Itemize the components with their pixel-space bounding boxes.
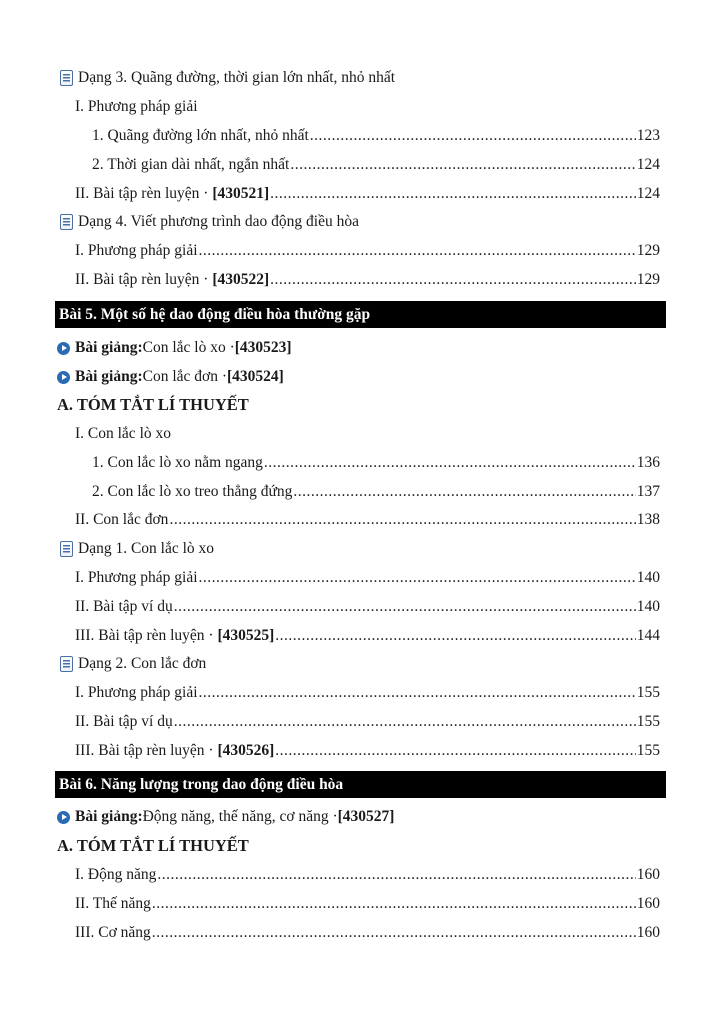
leader-dots xyxy=(310,125,636,147)
toc-item1-label: 1. Quãng đường lớn nhất, nhỏ nhất xyxy=(92,127,309,144)
toc-clx2[interactable] xyxy=(92,481,660,503)
toc-bt-ren-luyen[interactable] xyxy=(75,183,660,205)
toc-dn-page: 160 xyxy=(636,866,660,883)
toc-pp-giai2-page: 129 xyxy=(636,242,660,259)
toc-tn-label: II. Thế năng xyxy=(75,895,151,912)
toc-dang3[interactable] xyxy=(60,67,395,89)
toc-d2-rl[interactable] xyxy=(75,740,660,762)
play-icon xyxy=(57,811,70,824)
toc-pp-giai2[interactable] xyxy=(75,240,660,262)
toc-dong-nang[interactable] xyxy=(75,864,660,886)
toc-cn-label: III. Cơ năng xyxy=(75,924,151,941)
toc-dang1[interactable] xyxy=(60,538,214,560)
leader-dots xyxy=(275,625,635,647)
leader-dots xyxy=(152,893,636,915)
leader-dots xyxy=(152,922,636,944)
toc-con-lac-lo-xo[interactable] xyxy=(75,423,171,445)
lecture-text: Động năng, thế năng, cơ năng · xyxy=(142,808,338,825)
play-icon xyxy=(57,342,70,355)
lecture-link-con-lac-don[interactable] xyxy=(57,366,284,388)
toc-bt-ren-luyen2-label xyxy=(75,269,269,291)
toc-d2-vd[interactable] xyxy=(75,711,660,733)
toc-the-nang[interactable] xyxy=(75,893,660,915)
toc-dang4-label: Dạng 4. Viết phương trình dao động điều hòa xyxy=(78,213,359,230)
toc-d1-pp[interactable] xyxy=(75,567,660,589)
toc-dang2-label: Dạng 2. Con lắc đơn xyxy=(78,655,207,672)
toc-d1-vd-page: 140 xyxy=(636,598,660,615)
toc-d1-pp-page: 140 xyxy=(636,569,660,586)
document-icon xyxy=(60,70,73,86)
lecture-link-con-lac-lo-xo[interactable] xyxy=(57,337,292,359)
toc-d2-rl-label xyxy=(75,740,274,762)
toc-item1-page: 123 xyxy=(636,127,660,144)
exercise-code: [430526] xyxy=(217,742,275,759)
lecture-text: Con lắc lò xo · xyxy=(142,339,235,356)
toc-d2-vd-label: II. Bài tập ví dụ xyxy=(75,713,173,730)
toc-dang4[interactable] xyxy=(60,211,359,233)
lecture-text: Con lắc đơn · xyxy=(142,368,227,385)
toc-dang2[interactable] xyxy=(60,653,206,675)
toc-dang1-label: Dạng 1. Con lắc lò xo xyxy=(78,540,215,557)
section-banner-bai6[interactable]: Bài 6. Năng lượng trong dao động điều hòa xyxy=(55,771,666,798)
toc-bt-ren-luyen-label xyxy=(75,183,269,205)
toc-clx2-label: 2. Con lắc lò xo treo thẳng đứng xyxy=(92,483,293,500)
section-banner-bai5[interactable]: Bài 5. Một số hệ dao động điều hòa thường gặp xyxy=(55,301,666,328)
toc-d1-vd-label: II. Bài tập ví dụ xyxy=(75,598,173,615)
toc-tn-page: 160 xyxy=(636,895,660,912)
document-icon xyxy=(60,541,73,557)
leader-dots xyxy=(199,682,636,704)
toc-cld-page: 138 xyxy=(636,511,660,528)
toc-d2-vd-page: 155 xyxy=(636,713,660,730)
toc-d2-rl-page: 155 xyxy=(636,742,660,759)
document-icon xyxy=(60,214,73,230)
toc-con-lac-don[interactable] xyxy=(75,509,660,531)
exercise-code: [430521] xyxy=(212,185,270,202)
leader-dots xyxy=(174,596,636,618)
lecture-code: [430527] xyxy=(337,808,395,825)
toc-d1-rl-page: 144 xyxy=(636,627,660,644)
toc-d2-pp-label: I. Phương pháp giải xyxy=(75,684,198,701)
lecture-link-nang-luong[interactable] xyxy=(57,806,394,828)
leader-dots xyxy=(199,567,636,589)
toc-d1-pp-label: I. Phương pháp giải xyxy=(75,569,198,586)
toc-item2[interactable] xyxy=(92,154,660,176)
document-icon xyxy=(60,656,73,672)
toc-d2-rl-text: III. Bài tập rèn luyện · xyxy=(75,742,218,759)
leader-dots xyxy=(270,183,636,205)
toc-dang3-label: Dạng 3. Quãng đường, thời gian lớn nhất, nhỏ nhất xyxy=(78,69,396,86)
leader-dots xyxy=(157,864,635,886)
toc-d2-pp-page: 155 xyxy=(636,684,660,701)
lecture-code: [430523] xyxy=(234,339,292,356)
toc-clx1[interactable] xyxy=(92,452,660,474)
toc-pp-giai-label: I. Phương pháp giải xyxy=(75,98,198,115)
exercise-code: [430522] xyxy=(212,271,270,288)
leader-dots xyxy=(169,509,635,531)
toc-clx-label: I. Con lắc lò xo xyxy=(75,425,171,442)
toc-bt2-page: 129 xyxy=(636,271,660,288)
lecture-code: [430524] xyxy=(227,368,284,385)
toc-bt-page: 124 xyxy=(636,185,660,202)
heading-tom-tat-li-thuyet: A. TÓM TẮT LÍ THUYẾT xyxy=(57,395,249,414)
exercise-code: [430525] xyxy=(217,627,275,644)
toc-item2-label: 2. Thời gian dài nhất, ngắn nhất xyxy=(92,156,290,173)
toc-item1[interactable] xyxy=(92,125,660,147)
leader-dots xyxy=(293,481,635,503)
lecture-prefix: Bài giảng: xyxy=(75,339,143,356)
leader-dots xyxy=(290,154,635,176)
toc-bt2-text: II. Bài tập rèn luyện · xyxy=(75,271,213,288)
toc-bt-ren-luyen2[interactable] xyxy=(75,269,660,291)
toc-cld-label: II. Con lắc đơn xyxy=(75,511,169,528)
heading-tom-tat-li-thuyet-6: A. TÓM TẮT LÍ THUYẾT xyxy=(57,836,249,855)
toc-clx1-label: 1. Con lắc lò xo nằm ngang xyxy=(92,454,263,471)
toc-co-nang[interactable] xyxy=(75,922,660,944)
lecture-prefix: Bài giảng: xyxy=(75,368,143,385)
toc-d2-pp[interactable] xyxy=(75,682,660,704)
toc-item2-page: 124 xyxy=(636,156,660,173)
toc-dn-label: I. Động năng xyxy=(75,866,157,883)
leader-dots xyxy=(264,452,636,474)
toc-pp-giai[interactable] xyxy=(75,96,198,118)
toc-bt-text: II. Bài tập rèn luyện · xyxy=(75,185,213,202)
play-icon xyxy=(57,371,70,384)
toc-cn-page: 160 xyxy=(636,924,660,941)
leader-dots xyxy=(199,240,636,262)
toc-d1-rl[interactable] xyxy=(75,625,660,647)
leader-dots xyxy=(270,269,636,291)
toc-clx2-page: 137 xyxy=(636,483,660,500)
lecture-prefix: Bài giảng: xyxy=(75,808,143,825)
toc-d1-rl-text: III. Bài tập rèn luyện · xyxy=(75,627,218,644)
toc-clx1-page: 136 xyxy=(636,454,660,471)
leader-dots xyxy=(174,711,636,733)
toc-d1-vd[interactable] xyxy=(75,596,660,618)
toc-pp-giai2-label: I. Phương pháp giải xyxy=(75,242,198,259)
toc-d1-rl-label xyxy=(75,625,274,647)
leader-dots xyxy=(275,740,635,762)
